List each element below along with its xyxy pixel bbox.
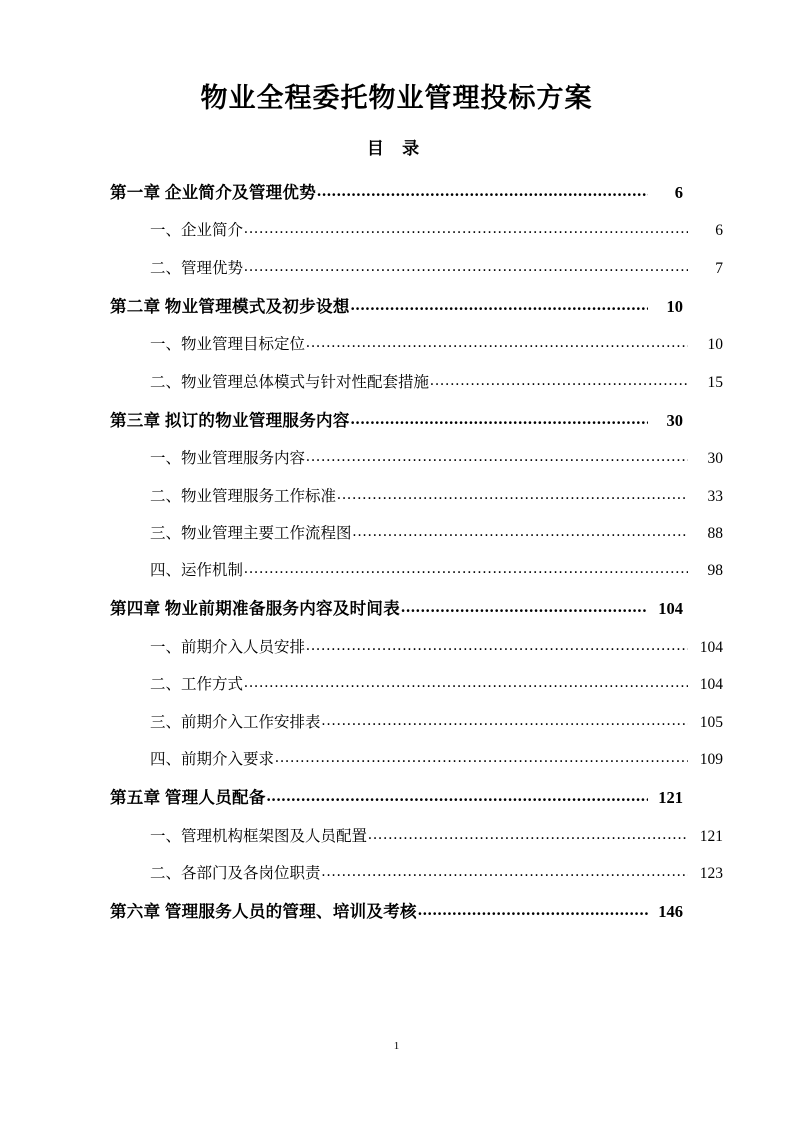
toc-entry-page-number: 109: [699, 750, 723, 768]
toc-entry-page-number: 10: [666, 296, 683, 316]
toc-entry[interactable]: [110, 589, 683, 629]
toc-entry-label: 第五章 管理人员配备: [110, 788, 266, 808]
toc-entry-label: 四、前期介入要求: [150, 750, 275, 768]
toc-entry[interactable]: [110, 364, 723, 401]
toc-entry-label: 一、物业管理目标定位: [150, 336, 306, 354]
toc-entry-page-number: 88: [707, 524, 723, 542]
toc-entry-label: 四、运作机制: [150, 562, 244, 580]
toc-entry[interactable]: [110, 515, 723, 552]
toc-entry-label: 第三章 拟订的物业管理服务内容: [110, 410, 350, 430]
toc-entry-label: 第二章 物业管理模式及初步设想: [110, 296, 350, 316]
toc-entry[interactable]: [110, 287, 683, 327]
toc-leader-dots: [267, 783, 648, 809]
toc-entry[interactable]: [110, 741, 723, 778]
toc-entry-label: 二、各部门及各岗位职责: [150, 864, 321, 882]
toc-leader-dots: [306, 331, 688, 354]
toc-entry[interactable]: [110, 250, 723, 287]
toc-entry[interactable]: [110, 212, 723, 249]
toc-entry-label: 三、物业管理主要工作流程图: [150, 524, 352, 542]
toc-entry-label: 二、工作方式: [150, 676, 244, 694]
toc-entry[interactable]: [110, 818, 723, 855]
toc-entry-label: 三、前期介入工作安排表: [150, 713, 321, 731]
toc-leader-dots: [317, 178, 648, 204]
toc-entry-page-number: 105: [699, 713, 723, 731]
toc-entry[interactable]: [110, 326, 723, 363]
toc-leader-dots: [368, 823, 688, 846]
toc-entry-page-number: 6: [674, 182, 683, 202]
footer-page-number: 1: [393, 1040, 400, 1052]
toc-entry[interactable]: [110, 478, 723, 515]
toc-entry-page-number: 121: [699, 827, 723, 845]
toc-leader-dots: [353, 520, 688, 543]
toc-leader-dots: [244, 255, 688, 278]
toc-entry-page-number: 33: [707, 487, 723, 505]
toc-entry-page-number: 7: [715, 259, 723, 277]
toc-leader-dots: [322, 709, 688, 732]
toc-entry-label: 二、物业管理总体模式与针对性配套措施: [150, 373, 430, 391]
toc-entry-page-number: 98: [707, 562, 723, 580]
toc-leader-dots: [306, 445, 688, 468]
toc-leader-dots: [351, 292, 648, 318]
toc-entry-label: 二、物业管理服务工作标准: [150, 487, 337, 505]
toc-entry-page-number: 123: [699, 864, 723, 882]
toc-entry-label: 一、企业简介: [150, 222, 244, 240]
toc-leader-dots: [337, 483, 688, 506]
toc-entry-label: 一、物业管理服务内容: [150, 450, 306, 468]
toc-entry-page-number: 10: [707, 336, 723, 354]
toc-leader-dots: [418, 897, 648, 923]
toc-entry[interactable]: [110, 704, 723, 741]
toc-entry-label: 二、管理优势: [150, 259, 244, 277]
toc-entry-page-number: 104: [699, 676, 723, 694]
toc-entry-page-number: 15: [707, 373, 723, 391]
toc-leader-dots: [306, 634, 688, 657]
table-of-contents: [110, 173, 723, 932]
toc-entry-label: 第六章 管理服务人员的管理、培训及考核: [110, 902, 417, 922]
toc-leader-dots: [275, 746, 688, 769]
toc-entry-label: 一、管理机构框架图及人员配置: [150, 827, 368, 845]
toc-entry[interactable]: [110, 778, 683, 818]
toc-leader-dots: [244, 557, 688, 580]
toc-entry-label: 一、前期介入人员安排: [150, 639, 306, 657]
toc-leader-dots: [244, 671, 688, 694]
toc-entry-page-number: 121: [658, 788, 683, 808]
toc-leader-dots: [401, 594, 648, 620]
page-title: 物业全程委托物业管理投标方案: [200, 83, 593, 113]
toc-entry[interactable]: [110, 173, 683, 213]
toc-entry[interactable]: [110, 666, 723, 703]
toc-entry-page-number: 146: [658, 902, 683, 922]
toc-entry[interactable]: [110, 629, 723, 666]
toc-entry[interactable]: [110, 552, 723, 589]
toc-entry[interactable]: [110, 855, 723, 892]
toc-leader-dots: [244, 217, 688, 240]
toc-leader-dots: [430, 369, 688, 392]
toc-heading: 目 录: [366, 138, 427, 158]
toc-entry-page-number: 104: [658, 599, 683, 619]
toc-entry-label: 第一章 企业简介及管理优势: [110, 182, 317, 202]
toc-entry-page-number: 30: [666, 410, 683, 430]
toc-entry-label: 第四章 物业前期准备服务内容及时间表: [110, 599, 401, 619]
toc-entry[interactable]: [110, 401, 683, 441]
toc-entry[interactable]: [110, 440, 723, 477]
toc-leader-dots: [322, 860, 688, 883]
toc-entry[interactable]: [110, 892, 683, 932]
toc-entry-page-number: 30: [707, 450, 723, 468]
toc-entry-page-number: 104: [699, 639, 723, 657]
toc-entry-page-number: 6: [715, 222, 723, 240]
toc-leader-dots: [351, 406, 648, 432]
